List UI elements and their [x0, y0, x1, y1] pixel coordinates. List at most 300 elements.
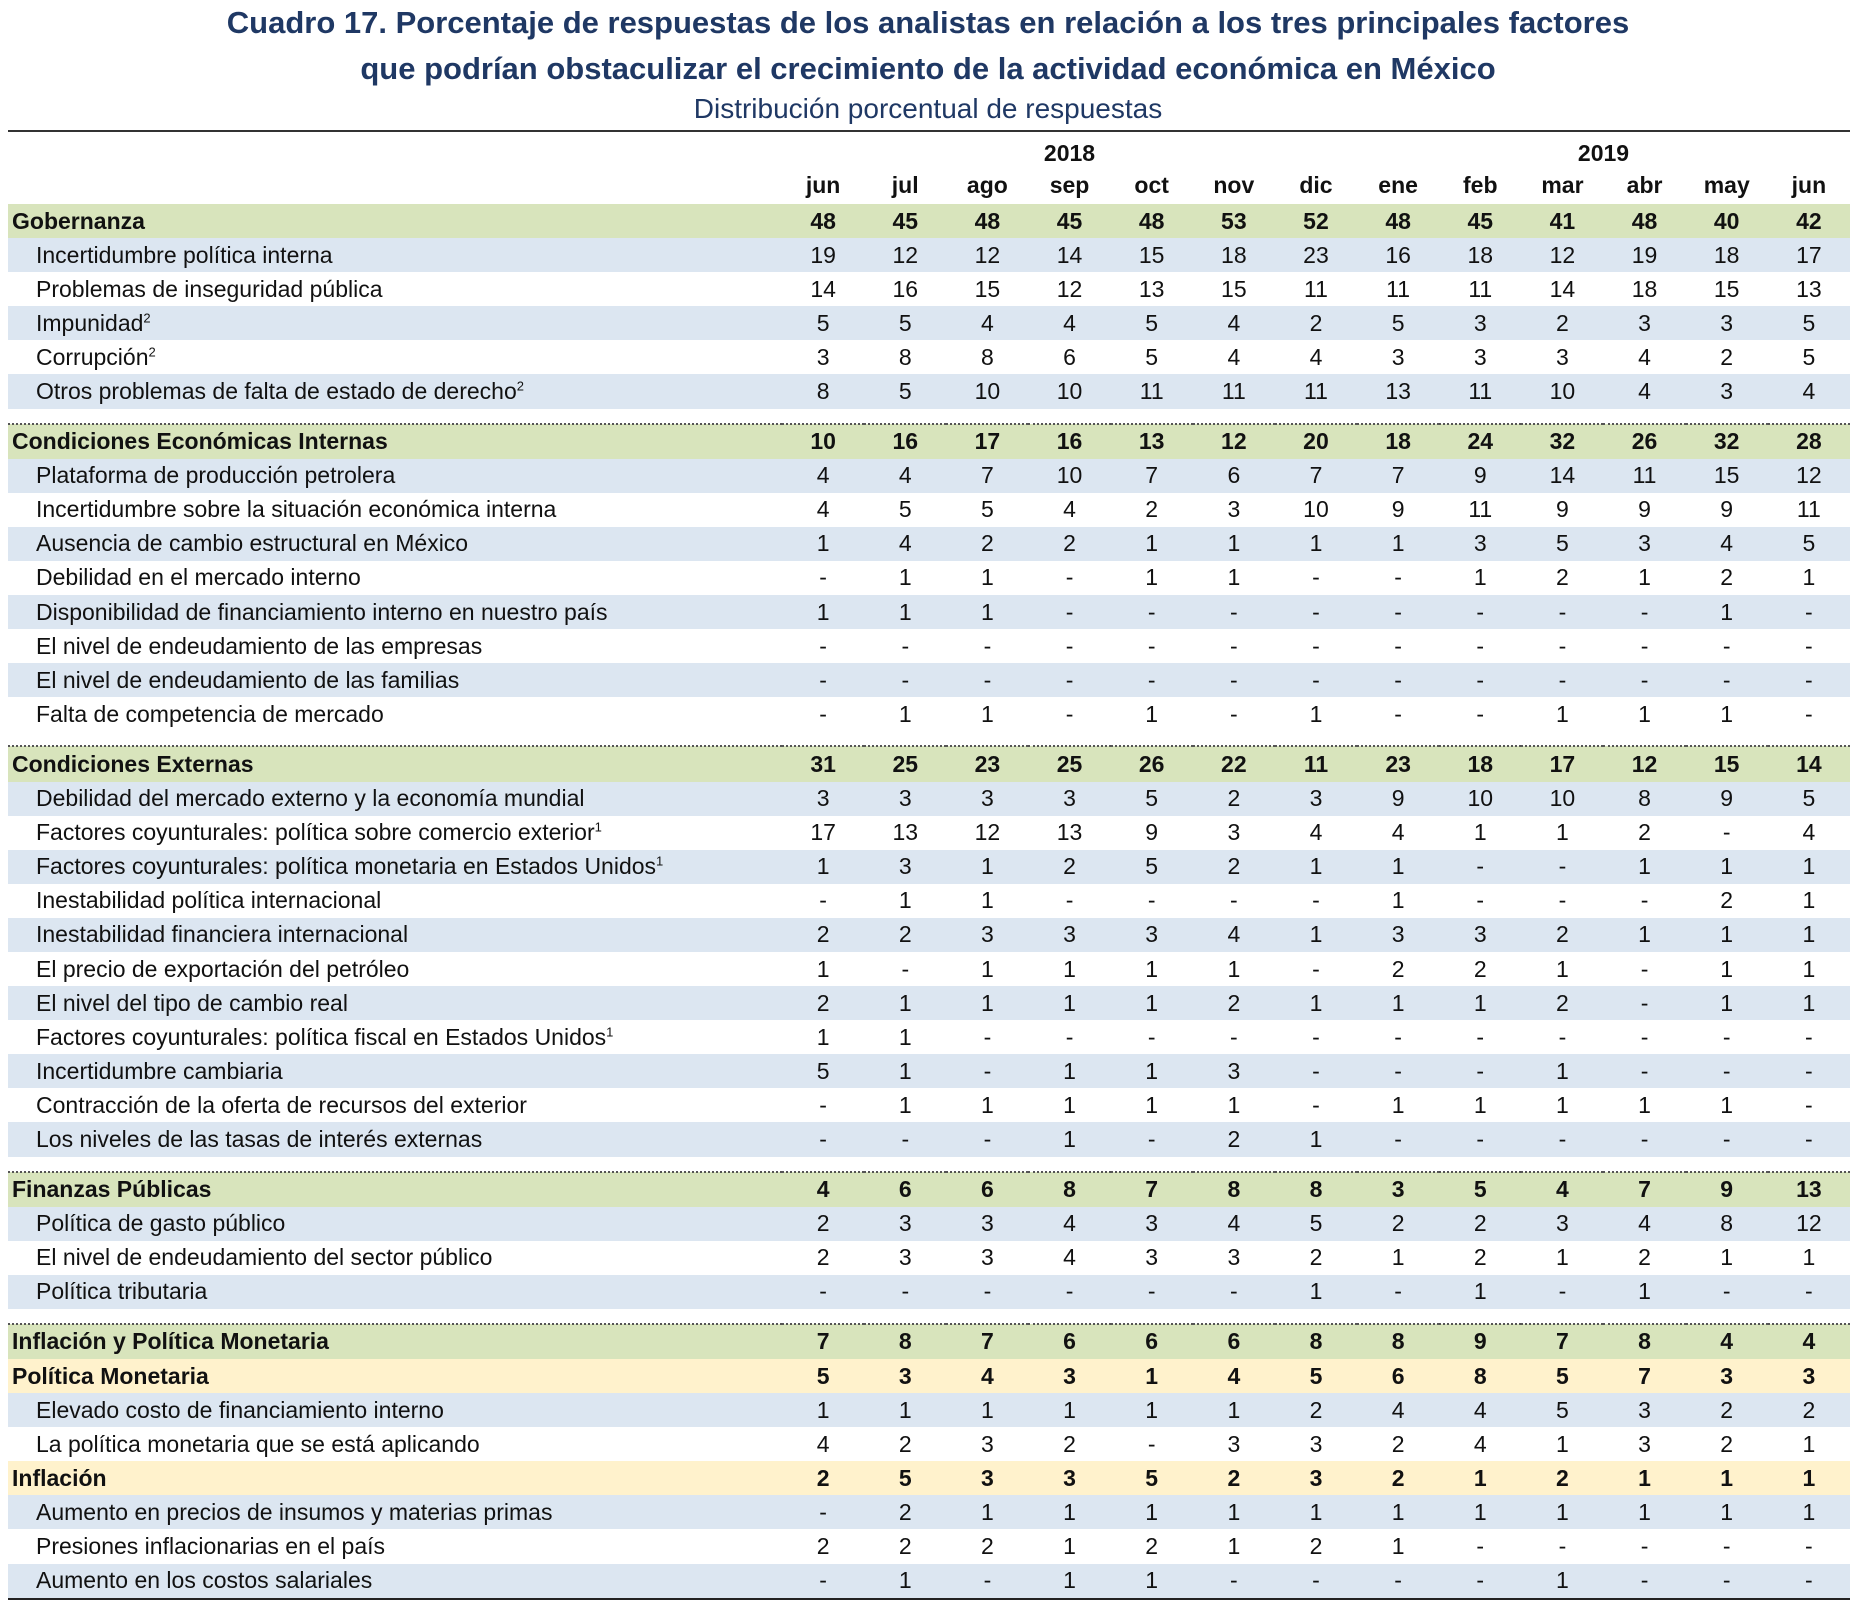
value-cell: 4	[1309, 343, 1323, 370]
value-cell: 3	[1309, 1430, 1323, 1457]
value-cell: 12	[974, 819, 1001, 846]
value-cell: -	[1357, 1054, 1439, 1088]
value-cell: 1	[1391, 887, 1405, 914]
value-cell: -	[864, 1122, 946, 1156]
footnote-mark: 1	[656, 853, 664, 869]
group-row	[8, 204, 1850, 238]
row-label: Factores coyunturales: política fiscal en Estados Unidos$^1$	[36, 1023, 614, 1050]
value-cell: 2	[1686, 1393, 1768, 1427]
value-cell: 2	[981, 1533, 994, 1560]
value-cell: 1	[981, 887, 994, 914]
value-cell: 3	[981, 1430, 994, 1457]
value-cell: 2	[1521, 1461, 1603, 1495]
item-row	[8, 1529, 1850, 1563]
value-cell: 2	[1193, 850, 1275, 884]
value-cell: 4	[1768, 1324, 1850, 1359]
value-cell: -	[1686, 1054, 1768, 1088]
row-label: Presiones inflacionarias en el país	[36, 1533, 386, 1560]
value-cell: -	[1603, 1122, 1685, 1156]
value-cell: 1	[898, 887, 912, 914]
value-cell: 11	[1111, 374, 1193, 408]
value-cell: -	[1722, 632, 1731, 659]
value-cell: 10	[946, 374, 1028, 408]
value-cell: 5	[1357, 306, 1439, 340]
value-cell: -	[1768, 1122, 1850, 1156]
row-label: Ausencia de cambio estructural en México	[8, 527, 782, 561]
value-cell: 13	[1138, 275, 1165, 302]
value-cell: 32	[1686, 424, 1768, 459]
value-cell: 2	[1028, 527, 1110, 561]
value-cell: 1	[1275, 527, 1357, 561]
value-cell: -	[1558, 1533, 1567, 1560]
value-cell: 7	[782, 1324, 864, 1359]
value-cell: 1	[864, 1393, 946, 1427]
footnote-mark: 1	[594, 819, 602, 835]
value-cell: -	[1805, 1533, 1813, 1560]
month-header: abr	[1626, 172, 1663, 198]
value-cell: 4	[816, 1430, 830, 1457]
value-cell: -	[1357, 595, 1439, 629]
value-cell: 4	[1686, 527, 1768, 561]
value-cell: 8	[1357, 1324, 1439, 1359]
item-row	[8, 272, 1850, 306]
value-cell: 3	[946, 1207, 1028, 1241]
value-cell: -	[1439, 1122, 1521, 1156]
group-separator	[8, 409, 1850, 424]
value-cell: 14	[810, 275, 836, 302]
value-cell: 2	[1391, 955, 1405, 982]
value-cell: 1	[816, 955, 830, 982]
value-cell: 1	[1275, 986, 1357, 1020]
row-label: Disponibilidad de financiamiento interno en nuestro país	[8, 595, 782, 629]
value-cell: -	[1521, 1275, 1603, 1309]
month-header: nov	[1213, 172, 1255, 198]
item-row	[8, 697, 1850, 731]
value-cell: -	[1476, 632, 1485, 659]
header-top-rule	[8, 130, 1850, 132]
value-cell: 3	[1028, 918, 1110, 952]
value-cell: 5	[782, 306, 864, 340]
value-cell: -	[1312, 1091, 1320, 1118]
value-cell: -	[1439, 850, 1521, 884]
value-cell: -	[946, 1564, 1028, 1599]
value-cell: 3	[946, 918, 1028, 952]
month-header: may	[1703, 172, 1750, 198]
value-cell: 1	[864, 1054, 946, 1088]
value-cell: 1	[1227, 955, 1241, 982]
row-label: Aumento en los costos salariales	[8, 1564, 782, 1599]
value-cell: -	[1640, 1533, 1649, 1560]
value-cell: 1	[1357, 527, 1439, 561]
value-cell: 4	[946, 1359, 1028, 1393]
value-cell: -	[1275, 1564, 1357, 1599]
value-cell: -	[1193, 1275, 1275, 1309]
value-cell: 2	[864, 1495, 946, 1529]
value-cell: 2	[1309, 1244, 1323, 1271]
value-cell: -	[1768, 663, 1850, 697]
row-label: Inestabilidad financiera internacional	[8, 918, 782, 952]
value-cell: 1	[946, 1495, 1028, 1529]
value-cell: 3	[1111, 1207, 1193, 1241]
value-cell: 1	[1768, 850, 1850, 884]
item-row	[8, 1393, 1850, 1427]
value-cell: 2	[1275, 306, 1357, 340]
value-cell: 3	[1227, 1244, 1241, 1271]
value-cell: 1	[898, 1091, 912, 1118]
value-cell: 18	[1686, 238, 1768, 272]
value-cell: -	[1357, 1564, 1439, 1599]
value-cell: 12	[864, 238, 946, 272]
value-cell: -	[1230, 887, 1238, 914]
value-cell: -	[1394, 1023, 1402, 1050]
value-cell: 1	[1802, 955, 1816, 982]
value-cell: 1	[1275, 1495, 1357, 1529]
group-row	[8, 1324, 1850, 1359]
value-cell: 12	[1193, 424, 1275, 459]
value-cell: 5	[1275, 1359, 1357, 1393]
value-cell: 5	[1111, 850, 1193, 884]
value-cell: 1	[1357, 1495, 1439, 1529]
value-cell: 10	[1028, 374, 1110, 408]
value-cell: 1	[1521, 1054, 1603, 1088]
value-cell: 32	[1521, 424, 1603, 459]
value-cell: 13	[1056, 819, 1083, 846]
value-cell: 1	[1275, 1122, 1357, 1156]
value-cell: 2	[1521, 918, 1603, 952]
value-cell: 18	[1357, 424, 1439, 459]
value-cell: 2	[1145, 496, 1159, 523]
value-cell: 12	[1056, 275, 1083, 302]
value-cell: 1	[946, 850, 1028, 884]
value-cell: 17	[810, 819, 836, 846]
value-cell: 7	[946, 459, 1028, 493]
value-cell: 14	[1549, 275, 1576, 302]
value-cell: 2	[1768, 1393, 1850, 1427]
value-cell: 3	[864, 1207, 946, 1241]
item-row	[8, 459, 1850, 493]
item-row	[8, 1054, 1850, 1088]
value-cell: 14	[1028, 238, 1110, 272]
value-cell: 1	[1028, 986, 1110, 1020]
row-label: Contracción de la oferta de recursos del exterior	[36, 1091, 527, 1118]
value-cell: -	[1640, 887, 1649, 914]
value-cell: -	[1312, 1023, 1320, 1050]
group-separator	[8, 1309, 1850, 1324]
value-cell: 48	[1603, 204, 1685, 238]
value-cell: 1	[898, 1023, 912, 1050]
value-cell: 1	[1193, 1495, 1275, 1529]
value-cell: 2	[1638, 819, 1651, 846]
value-cell: 6	[864, 1172, 946, 1207]
row-label: El nivel de endeudamiento de las familias	[8, 663, 782, 697]
year-header-row	[8, 136, 1850, 170]
value-cell: 48	[782, 204, 864, 238]
subgroup-row	[8, 1461, 1850, 1495]
value-cell: 4	[946, 306, 1028, 340]
value-cell: -	[1357, 663, 1439, 697]
value-cell: 15	[1111, 238, 1193, 272]
value-cell: 5	[864, 306, 946, 340]
value-cell: -	[1768, 1054, 1850, 1088]
value-cell: -	[1439, 1564, 1521, 1599]
value-cell: 17	[946, 424, 1028, 459]
value-cell: 3	[1768, 1359, 1850, 1393]
value-cell: 6	[1028, 1324, 1110, 1359]
value-cell: 2	[782, 918, 864, 952]
month-header: oct	[1134, 172, 1169, 198]
value-cell: 48	[1111, 204, 1193, 238]
value-cell: 2	[1556, 564, 1569, 591]
item-row	[8, 663, 1850, 697]
value-cell: 1	[1603, 850, 1685, 884]
value-cell: 11	[1304, 275, 1328, 302]
value-cell: 20	[1275, 424, 1357, 459]
value-cell: 3	[864, 782, 946, 816]
value-cell: -	[1722, 1023, 1731, 1050]
value-cell: 40	[1686, 204, 1768, 238]
value-cell: 28	[1768, 424, 1850, 459]
value-cell: -	[819, 887, 827, 914]
value-cell: 1	[1439, 986, 1521, 1020]
value-cell: 1	[782, 850, 864, 884]
row-label: Incertidumbre sobre la situación económica interna	[36, 496, 557, 523]
value-cell: 4	[1227, 343, 1241, 370]
value-cell: -	[1111, 595, 1193, 629]
value-cell: 1	[1473, 819, 1487, 846]
value-cell: 15	[974, 275, 1001, 302]
value-cell: 2	[1275, 1393, 1357, 1427]
value-cell: -	[1111, 663, 1193, 697]
value-cell: 1	[782, 1393, 864, 1427]
value-cell: 1	[782, 595, 864, 629]
value-cell: 4	[1357, 1393, 1439, 1427]
value-cell: 9	[1720, 496, 1734, 523]
value-cell: 1	[1193, 1393, 1275, 1427]
value-cell: 5	[1275, 1207, 1357, 1241]
value-cell: -	[819, 564, 827, 591]
value-cell: 1	[1686, 1495, 1768, 1529]
value-cell: -	[864, 663, 946, 697]
value-cell: 18	[1631, 275, 1658, 302]
row-label: La política monetaria que se está aplicando	[36, 1430, 480, 1457]
value-cell: 11	[1193, 374, 1275, 408]
row-label: Debilidad del mercado externo y la economía mundial	[8, 782, 782, 816]
value-cell: -	[1147, 632, 1156, 659]
value-cell: 2	[1720, 564, 1734, 591]
item-row	[8, 1088, 1850, 1122]
value-cell: 15	[1686, 746, 1768, 781]
value-cell: 1	[1720, 1244, 1734, 1271]
value-cell: 8	[1603, 782, 1685, 816]
value-cell: 1	[1111, 1495, 1193, 1529]
value-cell: 3	[1473, 343, 1487, 370]
value-cell: 1	[1227, 564, 1241, 591]
value-cell: 3	[1686, 1359, 1768, 1393]
value-cell: 1	[946, 595, 1028, 629]
row-label: Problemas de inseguridad pública	[36, 275, 383, 302]
value-cell: 7	[1357, 459, 1439, 493]
value-cell: 8	[1028, 1172, 1110, 1207]
value-cell: 10	[782, 424, 864, 459]
value-cell: 1	[946, 1393, 1028, 1427]
value-cell: 2	[946, 527, 1028, 561]
value-cell: -	[1805, 700, 1813, 727]
value-cell: 5	[1145, 343, 1159, 370]
item-row	[8, 952, 1850, 986]
row-label: Corrupción$^2$	[36, 343, 156, 370]
value-cell: 1	[1063, 955, 1076, 982]
value-cell: 7	[1603, 1359, 1685, 1393]
row-label: El nivel de endeudamiento del sector público	[36, 1244, 493, 1271]
value-cell: 5	[898, 496, 912, 523]
value-cell: 9	[1556, 496, 1569, 523]
row-label: Elevado costo de financiamiento interno	[8, 1393, 782, 1427]
value-cell: -	[1558, 887, 1567, 914]
value-cell: 1	[1802, 887, 1816, 914]
value-cell: -	[782, 1122, 864, 1156]
value-cell: 2	[816, 1244, 830, 1271]
value-cell: 3	[1193, 1054, 1275, 1088]
value-cell: -	[1521, 1122, 1603, 1156]
value-cell: 3	[1275, 1461, 1357, 1495]
item-row	[8, 527, 1850, 561]
value-cell: 9	[1439, 1324, 1521, 1359]
item-row	[8, 1241, 1850, 1275]
value-cell: 3	[1028, 782, 1110, 816]
value-cell: 1	[1473, 1091, 1487, 1118]
footnote-mark: 2	[143, 310, 151, 326]
value-cell: 1	[1686, 1461, 1768, 1495]
value-cell: 1	[1391, 1533, 1405, 1560]
value-cell: 6	[1063, 343, 1076, 370]
month-header: sep	[1049, 172, 1090, 198]
value-cell: -	[1065, 564, 1074, 591]
value-cell: 1	[1802, 564, 1816, 591]
value-cell: 1	[1802, 1244, 1816, 1271]
value-cell: 3	[1111, 918, 1193, 952]
value-cell: 3	[1357, 1172, 1439, 1207]
row-label: Otros problemas de falta de estado de derecho$^2$	[8, 374, 782, 408]
value-cell: 5	[864, 374, 946, 408]
value-cell: 6	[1111, 1324, 1193, 1359]
value-cell: 1	[1802, 1430, 1816, 1457]
value-cell: 10	[1521, 782, 1603, 816]
group-separator	[8, 731, 1850, 746]
row-label: El nivel del tipo de cambio real	[8, 986, 782, 1020]
value-cell: 1	[1768, 918, 1850, 952]
value-cell: 23	[946, 746, 1028, 781]
value-cell: 5	[1521, 527, 1603, 561]
value-cell: 7	[1521, 1324, 1603, 1359]
value-cell: -	[983, 632, 992, 659]
value-cell: 5	[1768, 527, 1850, 561]
value-cell: 2	[1521, 986, 1603, 1020]
value-cell: 2	[898, 1533, 912, 1560]
value-cell: 19	[782, 238, 864, 272]
row-label: Impunidad$^2$	[8, 306, 782, 340]
value-cell: -	[1065, 1023, 1074, 1050]
value-cell: 5	[981, 496, 994, 523]
value-cell: 1	[1028, 1564, 1110, 1599]
item-row	[8, 493, 1850, 527]
value-cell: -	[782, 1564, 864, 1599]
value-cell: 4	[1802, 819, 1816, 846]
value-cell: 1	[1227, 1533, 1241, 1560]
value-cell: 1	[981, 955, 994, 982]
row-label: Finanzas Públicas	[8, 1172, 782, 1207]
value-cell: -	[1768, 1564, 1850, 1599]
table-title-line-1: Cuadro 17. Porcentaje de respuestas de los analistas en relación a los tres principales factores	[226, 5, 1630, 40]
month-header: dic	[1299, 172, 1333, 198]
footnote-mark: 2	[516, 378, 524, 394]
value-cell: -	[782, 663, 864, 697]
value-cell: 5	[1768, 306, 1850, 340]
value-cell: 16	[1028, 424, 1110, 459]
value-cell: -	[864, 1275, 946, 1309]
row-label: Condiciones Económicas Internas	[8, 424, 782, 459]
group-row	[8, 746, 1850, 781]
value-cell: 11	[1386, 275, 1411, 302]
value-cell: 3	[1357, 918, 1439, 952]
value-cell: 3	[782, 782, 864, 816]
value-cell: 1	[1603, 918, 1685, 952]
row-label: Incertidumbre cambiaria	[8, 1054, 782, 1088]
row-label: Política de gasto público	[8, 1207, 782, 1241]
value-cell: 2	[816, 1533, 830, 1560]
value-cell: -	[1357, 1275, 1439, 1309]
table-subtitle: Distribución porcentual de respuestas	[693, 93, 1163, 124]
value-cell: 4	[782, 1172, 864, 1207]
value-cell: 1	[1686, 986, 1768, 1020]
value-cell: 2	[1391, 1430, 1405, 1457]
value-cell: 4	[1391, 819, 1405, 846]
value-cell: 18	[1193, 238, 1275, 272]
value-cell: -	[1193, 663, 1275, 697]
item-row	[8, 306, 1850, 340]
value-cell: 8	[1193, 1172, 1275, 1207]
value-cell: 23	[1275, 238, 1357, 272]
value-cell: 2	[782, 986, 864, 1020]
item-row	[8, 561, 1850, 595]
value-cell: 1	[1028, 1054, 1110, 1088]
item-row	[8, 1495, 1850, 1529]
value-cell: 1	[1521, 1564, 1603, 1599]
value-cell: 13	[1357, 374, 1439, 408]
value-cell: 2	[1193, 986, 1275, 1020]
value-cell: -	[1312, 564, 1320, 591]
value-cell: -	[819, 700, 827, 727]
value-cell: 1	[1111, 527, 1193, 561]
value-cell: -	[1476, 887, 1485, 914]
value-cell: 8	[1275, 1324, 1357, 1359]
value-cell: 1	[981, 1091, 994, 1118]
value-cell: 2	[1521, 306, 1603, 340]
month-header: jul	[891, 172, 919, 198]
value-cell: 4	[864, 527, 946, 561]
value-cell: 1	[1227, 1091, 1241, 1118]
value-cell: -	[1312, 887, 1320, 914]
value-cell: -	[1686, 1275, 1768, 1309]
row-label: Inflación y Política Monetaria	[8, 1324, 782, 1359]
value-cell: 1	[1028, 1393, 1110, 1427]
row-label: Inestabilidad política internacional	[36, 887, 382, 914]
value-cell: 2	[1720, 887, 1734, 914]
value-cell: -	[782, 1495, 864, 1529]
value-cell: 12	[1768, 1207, 1850, 1241]
value-cell: -	[1394, 700, 1402, 727]
value-cell: 8	[1439, 1359, 1521, 1393]
value-cell: 19	[1603, 238, 1685, 272]
